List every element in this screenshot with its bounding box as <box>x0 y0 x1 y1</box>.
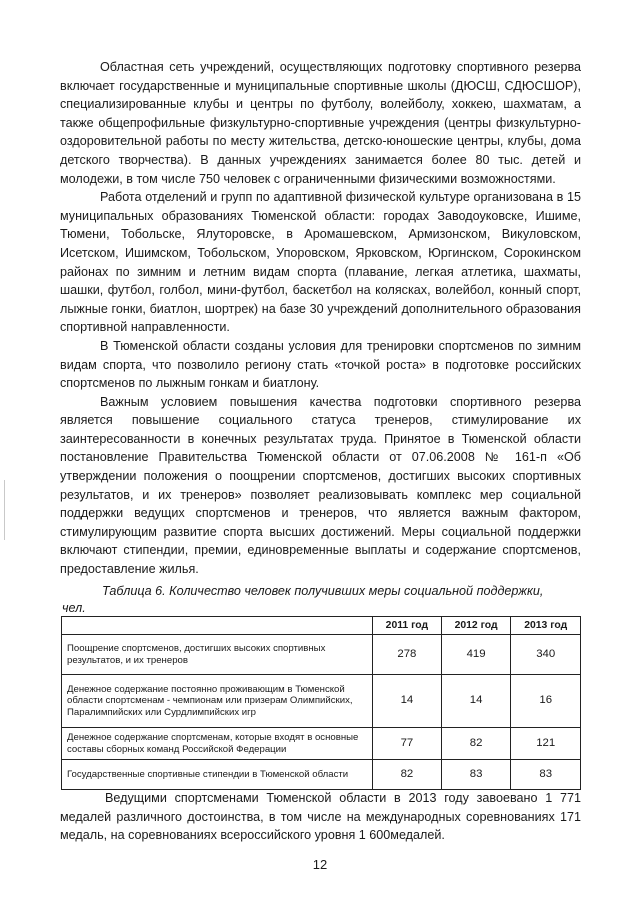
row-label: Денежное содержание постоянно проживающим в Тюменской области спортсменам - чемпионам или призерам Олимпийских, Паралимпийских или Сурдлимпийских игр <box>62 675 373 728</box>
paragraph-coach-status: Важным условием повышения качества подготовки спортивного резерва является повышение социального статуса тренеров, стимулирование их заинтересованности в конечных результатах труда. Принятое в Тюменской области постановление Правительства Тюменской области от 07.06.2008 № 161-п «Об утверждении положения о поощрении спортсменов, достигших высоких спортивных результатов, и их тренеров» позволяет реализовывать комплекс мер социальной поддержки ведущих спортсменов и тренеров, что является важным фактором, стимулирующим развитие спорта высших достижений. Меры социальной поддержки включают стипендии, премии, единовременные выплаты и содержание спортсменов, предоставление жилья. <box>60 394 581 577</box>
row-value-2011: 82 <box>373 760 442 790</box>
row-label: Государственные спортивные стипендии в Тюменской области <box>62 760 373 790</box>
row-value-2013: 83 <box>511 760 581 790</box>
row-value-2013: 340 <box>511 635 581 675</box>
row-value-2013: 121 <box>511 728 581 760</box>
row-value-2013: 16 <box>511 675 581 728</box>
paragraph-medals: Ведущими спортсменами Тюменской области в 2013 году завоевано 1 771 медалей различного достоинства, в том числе на международных соревнованиях 171 медаль, на соревнованиях всероссийского уровня 1 600медалей. <box>60 791 581 843</box>
row-value-2012: 419 <box>441 635 511 675</box>
table-header-empty <box>62 617 373 635</box>
table-row <box>62 675 581 728</box>
table-header-2012: 2012 год <box>441 617 511 635</box>
row-value-2012: 14 <box>441 675 511 728</box>
table-header-2013: 2013 год <box>511 617 581 635</box>
row-value-2011: 278 <box>373 635 442 675</box>
table-header-row <box>62 617 581 635</box>
row-value-2011: 77 <box>373 728 442 760</box>
table-row <box>62 728 581 760</box>
row-value-2012: 82 <box>441 728 511 760</box>
scan-edge-line <box>4 480 5 540</box>
table-caption-line-2: чел. <box>62 601 86 615</box>
body-text <box>60 58 581 579</box>
medals-text <box>60 789 581 845</box>
page-number: 12 <box>312 857 328 872</box>
row-value-2012: 83 <box>441 760 511 790</box>
paragraph-sport-reserve-network: Областная сеть учреждений, осуществляющих подготовку спортивного резерва включает государственные и муниципальные спортивные школы (ДЮСШ, СДЮСШОР), специализированные клубы и центры по футболу, волейболу, хоккею, шахматам, а также общепрофильные физкультурно-спортивные учреждения (центры физкультурно-оздоровительной работы по месту жительства, детско-юношеские центры, клубы, дома детского творчества). В данных учреждениях занимается более 80 тыс. детей и молодежи, в том числе 750 человек с ограниченными физическими возможностями. <box>60 60 581 186</box>
table-header-2011: 2011 год <box>373 617 442 635</box>
table-row <box>62 635 581 675</box>
table-caption-line-1: Таблица 6. Количество человек получивших меры социальной поддержки, <box>102 584 544 598</box>
paragraph-adaptive-sport: Работа отделений и групп по адаптивной физической культуре организована в 15 муниципальных образованиях Тюменской области: городах Заводоуковске, Ишиме, Тюмени, Тобольске, Ялуторовске, в Аромашевском, Армизонском, Викуловском, Исетском, Ишимском, Тобольском, Упоровском, Ярковском, Юргинском, Сорокинском районах по зимним и летним видам спорта (плавание, легкая атлетика, шахматы, шашки, футбол, голбол, мини-футбол, баскетбол на колясках, волейбол, конный спорт, лыжные гонки, биатлон, шортрек) на базе 30 учреждений дополнительного образования спортивной направленности. <box>60 190 581 335</box>
table-row <box>62 760 581 790</box>
social-support-table <box>61 616 581 790</box>
table-caption <box>62 583 580 617</box>
row-value-2011: 14 <box>373 675 442 728</box>
row-label: Денежное содержание спортсменам, которые входят в основные составы сборных команд Российской Федерации <box>62 728 373 760</box>
row-label: Поощрение спортсменов, достигших высоких спортивных результатов, и их тренеров <box>62 635 373 675</box>
paragraph-winter-sports: В Тюменской области созданы условия для тренировки спортсменов по зимним видам спорта, что позволило региону стать «точкой роста» в подготовке российских спортсменов по лыжным гонкам и биатлону. <box>60 338 581 391</box>
